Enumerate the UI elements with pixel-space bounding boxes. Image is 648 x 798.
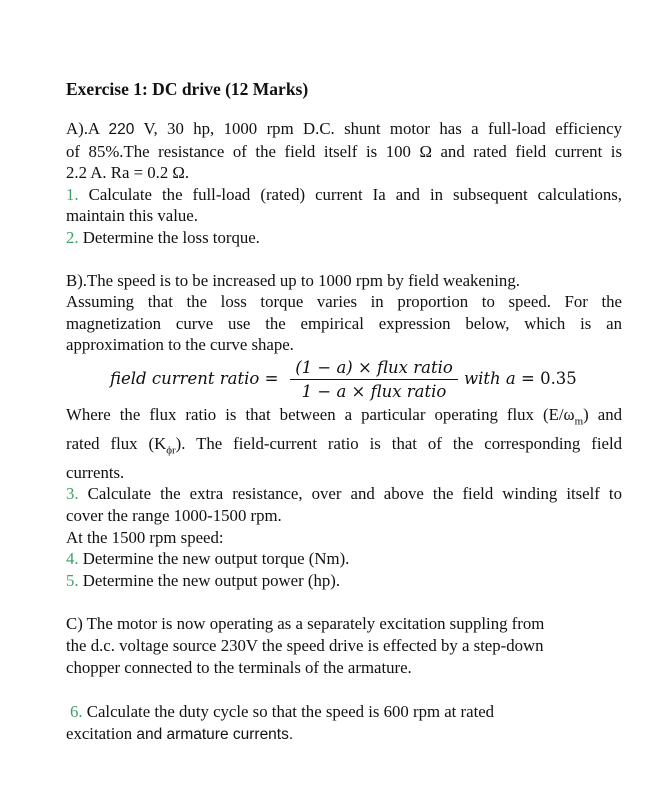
formula-rhs-text: with a — [464, 368, 516, 388]
formula-fraction — [290, 357, 458, 402]
question-1-text: Calculate the full-load (rated) current Ia and in subsequent calculations, — [78, 184, 622, 204]
exercise-title: Exercise 1: DC drive (12 Marks) — [66, 79, 309, 99]
part-b-line-3: magnetization curve use the empirical expression below, which is an — [66, 313, 622, 333]
part-b-line-4: approximation to the curve shape. — [66, 335, 294, 355]
speed-line: At the 1500 rpm speed: — [66, 527, 224, 547]
where-line-1 — [66, 404, 622, 433]
part-c-line-2: the d.c. voltage source 230V the speed drive is effected by a step-down — [66, 636, 544, 655]
part-a — [66, 118, 622, 249]
where-line-3: currents. — [66, 462, 125, 482]
question-4-text: Determine the new output torque (Nm). — [78, 549, 350, 569]
part-b — [66, 270, 622, 592]
question-2 — [66, 227, 622, 249]
question-2-text: Determine the loss torque. — [78, 227, 260, 247]
question-6-text: Calculate the duty cycle so that the speed is 600 rpm at rated — [82, 702, 495, 722]
omega-subscript: m — [574, 415, 584, 428]
question-5-text: Determine the new output power (hp). — [78, 570, 341, 590]
part-c — [66, 613, 622, 678]
part-a-line-2: of 85%.The resistance of the field itself is 100 Ω and rated field current is — [66, 141, 622, 161]
formula-numerator: (1 − a) × flux ratio — [295, 357, 453, 377]
formula-lhs: field current ratio = — [110, 368, 279, 388]
formula-rhs — [464, 369, 577, 388]
question-6-number: 6. — [70, 702, 83, 722]
question-3-text: Calculate the extra resistance, over and above the field winding itself to — [78, 484, 622, 504]
question-5-number: 5. — [66, 570, 79, 590]
question-6-line-2 — [66, 723, 622, 746]
question-1 — [66, 184, 622, 206]
part-b-line-1: B).The speed is to be increased up to 1000 rpm by field weakening. — [66, 270, 520, 290]
question-3-number: 3. — [66, 484, 79, 504]
question-6-block — [66, 701, 622, 745]
fraction-bar — [290, 379, 458, 380]
part-a-line-1-rest: V, 30 hp, 1000 rpm D.C. shunt motor has a full-load efficiency — [134, 119, 622, 138]
question-6-line-2-sans: and armature currents. — [136, 725, 294, 743]
question-4-number: 4. — [66, 549, 79, 569]
question-3-line-2: cover the range 1000-1500 rpm. — [66, 506, 282, 526]
part-c-line-3: chopper connected to the terminals of the armature. — [66, 657, 412, 677]
where-line-2-end: ). The field-current ratio is that of the corresponding field — [175, 433, 622, 453]
where-line-1-end: ) and — [583, 404, 622, 424]
question-5 — [66, 570, 622, 592]
question-3 — [66, 483, 622, 505]
question-1-number: 1. — [66, 184, 79, 204]
question-6 — [66, 701, 622, 723]
part-a-line-1 — [66, 118, 622, 141]
flux-subscript: ϕr — [166, 444, 176, 457]
question-2-number: 2. — [66, 227, 79, 247]
where-line-1-text: Where the flux ratio is that between a particular operating flux (E/ω — [66, 404, 575, 424]
question-6-line-2-serif: excitation — [66, 723, 137, 743]
document-page — [66, 78, 622, 745]
where-line-2 — [66, 433, 622, 462]
formula-denominator: 1 − a × flux ratio — [301, 382, 447, 402]
part-b-line-2: Assuming that the loss torque varies in proportion to speed. For the — [66, 292, 622, 312]
part-a-voltage: 220 — [108, 121, 135, 138]
part-c-line-1: C) The motor is now operating as a separately excitation suppling from — [66, 614, 545, 634]
where-line-2-text: rated flux (K — [66, 433, 167, 453]
field-current-ratio-formula — [66, 357, 622, 403]
part-a-line-1-start: A).A — [66, 119, 109, 138]
question-4 — [66, 548, 622, 570]
formula-rhs-value: = 0.35 — [515, 368, 577, 388]
part-a-line-3: 2.2 A. Ra = 0.2 Ω. — [66, 163, 190, 183]
question-1-line-2: maintain this value. — [66, 206, 198, 226]
